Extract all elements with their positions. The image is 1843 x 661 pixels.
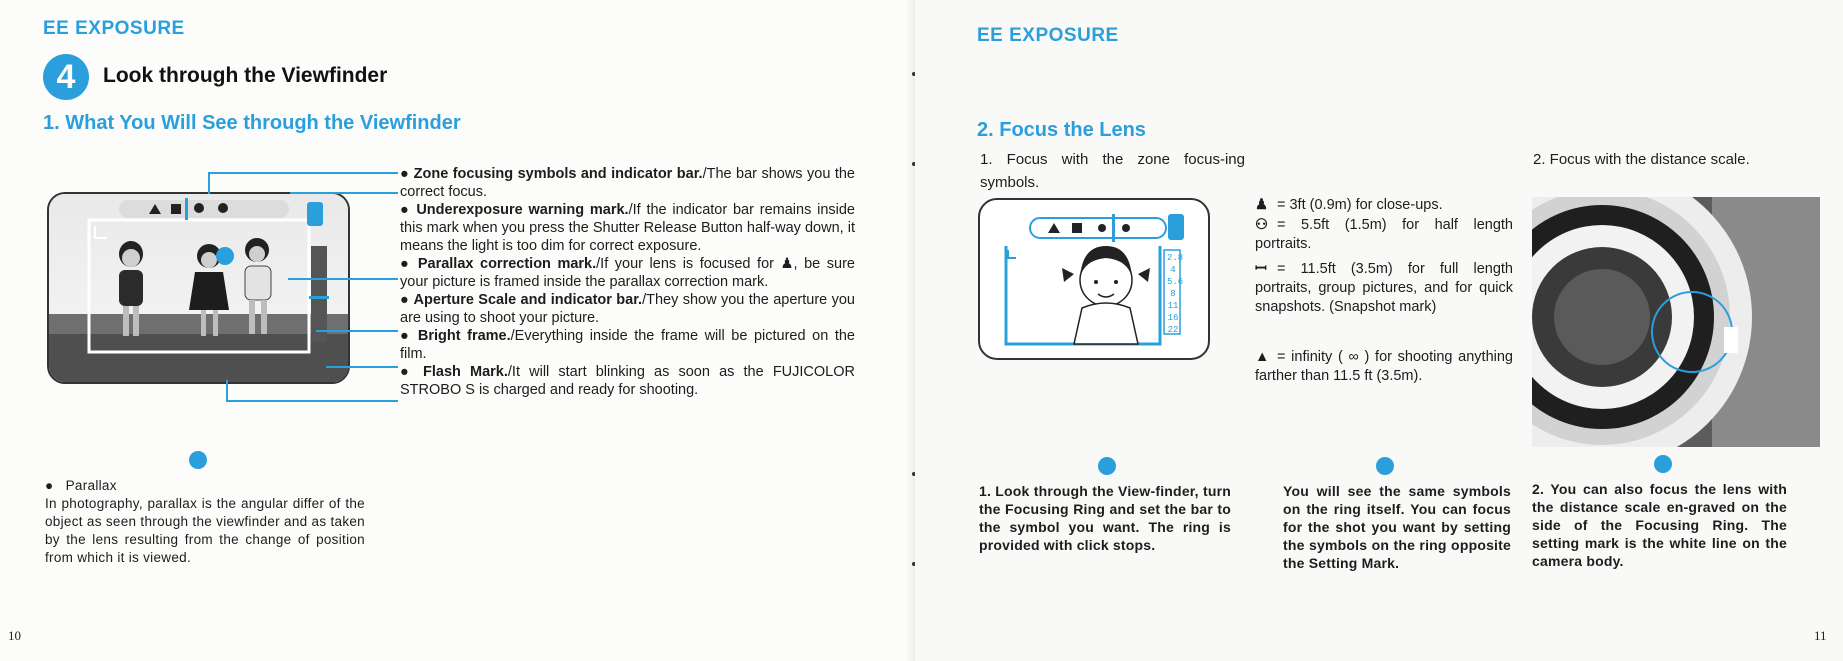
list-item: ● Parallax correction mark./If your lens is focused for ♟, be sure your picture is framed inside the parallax correction mark. bbox=[400, 256, 855, 290]
leader-line bbox=[226, 380, 228, 402]
list-item: ● Aperture Scale and indicator bar./They show you the aperture you are using to shoot your picture. bbox=[400, 292, 855, 326]
step-number-badge: 4 bbox=[43, 54, 89, 100]
leader-line bbox=[316, 330, 398, 332]
leader-line bbox=[290, 192, 398, 194]
symbol-snapshot: ꟷ = 11.5ft (3.5m) for full length portraits, group pictures, and for quick snapshots. (Snapshot mark) bbox=[1255, 261, 1513, 315]
symbol-close-up: ♟ = 3ft (0.9m) for close-ups. bbox=[1255, 197, 1443, 213]
viewfinder-photo bbox=[47, 192, 350, 384]
half-length-icon: ⚇ bbox=[1255, 217, 1268, 233]
list-item: ● Bright frame./Everything inside the frame will be pictured on the film. bbox=[400, 328, 855, 362]
step-2-text: 2. You can also focus the lens with the distance scale en-graved on the side of the Focusing Ring. The setting mark is the white line on the camera body. bbox=[1532, 481, 1787, 569]
subheading: 2. Focus the Lens bbox=[977, 119, 1146, 141]
viewfinder-items bbox=[400, 165, 855, 399]
bullet-dot bbox=[1376, 457, 1394, 475]
leader-line bbox=[208, 172, 210, 194]
snapshot-icon: ꟷ bbox=[1255, 261, 1267, 277]
lens-photo bbox=[1532, 197, 1820, 447]
lens-illustration bbox=[1532, 197, 1820, 447]
subheading: 1. What You Will See through the Viewfinder bbox=[43, 112, 461, 134]
infinity-mountain-icon: ▲ bbox=[1255, 349, 1270, 365]
leader-line bbox=[208, 172, 398, 174]
left-page bbox=[0, 0, 915, 661]
symbol-half-length: ⚇ = 5.5ft (1.5m) for half length portraits. bbox=[1255, 217, 1513, 252]
step-title: Look through the Viewfinder bbox=[103, 64, 388, 87]
leader-line bbox=[326, 366, 398, 368]
close-up-icon: ♟ bbox=[1255, 197, 1268, 213]
list-item: ● Zone focusing symbols and indicator bar./The bar shows you the correct focus. bbox=[400, 166, 855, 200]
section-label: EE EXPOSURE bbox=[43, 18, 185, 39]
step-1b-text: You will see the same symbols on the ring itself. You can focus for the shot you want by setting the symbols on the ring opposite the Setting Mark. bbox=[1283, 483, 1511, 571]
sub-step-1: 1. Focus with the zone focus-ing symbols. bbox=[980, 151, 1245, 191]
step-1-text: 1. Look through the View-finder, turn the Focusing Ring and set the bar to the symbol you want. The ring is provided with click stops. bbox=[979, 483, 1231, 553]
list-item: ● Underexposure warning mark./If the indicator bar remains inside this mark when you press the Shutter Release Button half-way down, it means the light is too dim for correct exposure. bbox=[400, 202, 855, 254]
leader-line bbox=[226, 400, 398, 402]
page-number: 10 bbox=[8, 628, 21, 643]
list-item: ● Flash Mark./It will start blinking as soon as the FUJICOLOR STROBO S is charged and ready for shooting. bbox=[400, 364, 855, 398]
section-label: EE EXPOSURE bbox=[977, 25, 1119, 46]
sub-step-2: 2. Focus with the distance scale. bbox=[1533, 151, 1750, 168]
page-number: 11 bbox=[1814, 628, 1827, 643]
bullet-dot bbox=[1654, 455, 1672, 473]
aperture-scale: 2.8 4 5.6 8 11 16 22 bbox=[1167, 253, 1184, 335]
parallax-note: ● Parallax In photography, parallax is the angular differ of the object as seen through the viewfinder and as taken by the lens resulting from the change of position from which it is viewed. bbox=[45, 478, 365, 565]
bullet-dot bbox=[189, 451, 207, 469]
symbol-infinity: ▲ = infinity ( ∞ ) for shooting anything farther than 11.5 ft (3.5m). bbox=[1255, 349, 1513, 384]
leader-line bbox=[288, 278, 398, 280]
bullet-dot bbox=[1098, 457, 1116, 475]
viewfinder-illustration bbox=[49, 194, 348, 382]
